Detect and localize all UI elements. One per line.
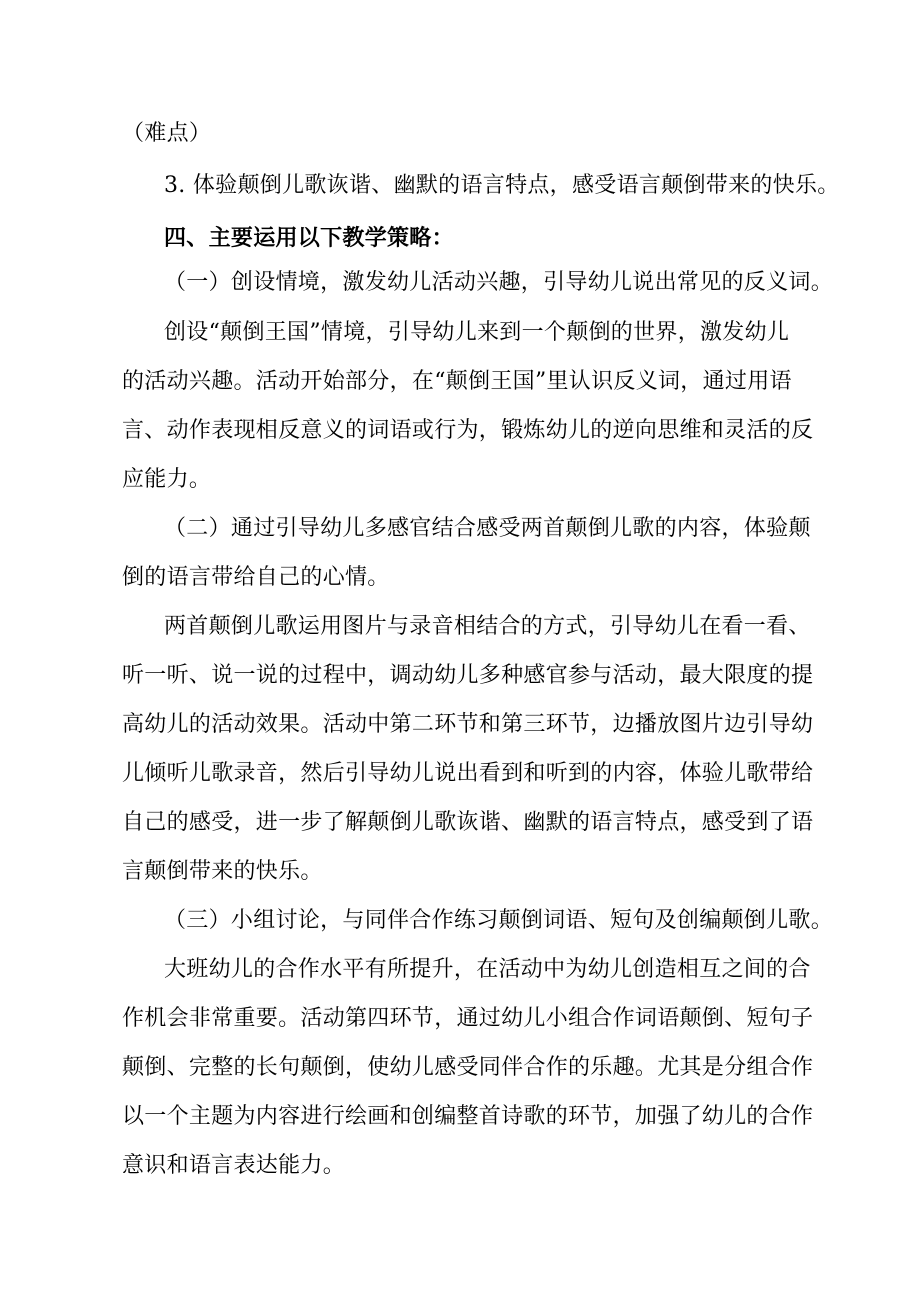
subheading-strategy-1: （一）创设情境，激发幼儿活动兴趣，引导幼儿说出常见的反义词。 xyxy=(164,270,834,295)
subheading-strategy-3: （三）小组讨论，与同伴合作练习颠倒词语、短句及创编颠倒儿歌。 xyxy=(164,908,834,933)
paragraph-line: 两首颠倒儿歌运用图片与录音相结合的方式，引导幼儿在看一看、 xyxy=(164,614,811,639)
paragraph-line: 高幼儿的活动效果。活动中第二环节和第三环节，边播放图片边引导幼 xyxy=(122,712,814,737)
paragraph-line: 颠倒、完整的长句颠倒，使幼儿感受同伴合作的乐趣。尤其是分组合作 xyxy=(122,1055,814,1080)
subheading-strategy-2-cont: 倒的语言带给自己的心情。 xyxy=(122,565,390,590)
paragraph-line: 意识和语言表达能力。 xyxy=(122,1153,346,1178)
subheading-strategy-2: （二）通过引导幼儿多感官结合感受两首颠倒儿歌的内容，体验颠 xyxy=(164,516,811,541)
paragraph-line: 言颠倒带来的快乐。 xyxy=(122,859,323,884)
paragraph-line: 儿倾听儿歌录音，然后引导幼儿说出看到和听到的内容，体验儿歌带给 xyxy=(122,761,814,786)
paragraph-line: 创设“颠倒王国”情境，引导幼儿来到一个颠倒的世界，激发幼儿 xyxy=(164,320,790,345)
paragraph-line: 大班幼儿的合作水平有所提升，在活动中为幼儿创造相互之间的合 xyxy=(164,957,811,982)
text-line-difficulty-note: （难点） xyxy=(122,121,212,146)
paragraph-line: 言、动作表现相反意义的词语或行为，锻炼幼儿的逆向思维和灵活的反 xyxy=(122,418,814,443)
paragraph-line: 以一个主题为内容进行绘画和创编整首诗歌的环节，加强了幼儿的合作 xyxy=(122,1104,814,1129)
text-line-goal-3: 3. 体验颠倒儿歌诙谐、幽默的语言特点，感受语言颠倒带来的快乐。 xyxy=(164,173,840,198)
paragraph-line: 听一听、说一说的过程中，调动幼儿多种感官参与活动，最大限度的提 xyxy=(122,663,814,688)
section-heading-strategies: 四、主要运用以下教学策略： xyxy=(164,225,454,251)
paragraph-line: 自己的感受，进一步了解颠倒儿歌诙谐、幽默的语言特点，感受到了语 xyxy=(122,810,814,835)
paragraph-line: 作机会非常重要。活动第四环节，通过幼儿小组合作词语颠倒、短句子 xyxy=(122,1006,814,1031)
paragraph-line: 应能力。 xyxy=(122,467,212,492)
paragraph-line: 的活动兴趣。活动开始部分，在“颠倒王国”里认识反义词，通过用语 xyxy=(122,369,792,394)
